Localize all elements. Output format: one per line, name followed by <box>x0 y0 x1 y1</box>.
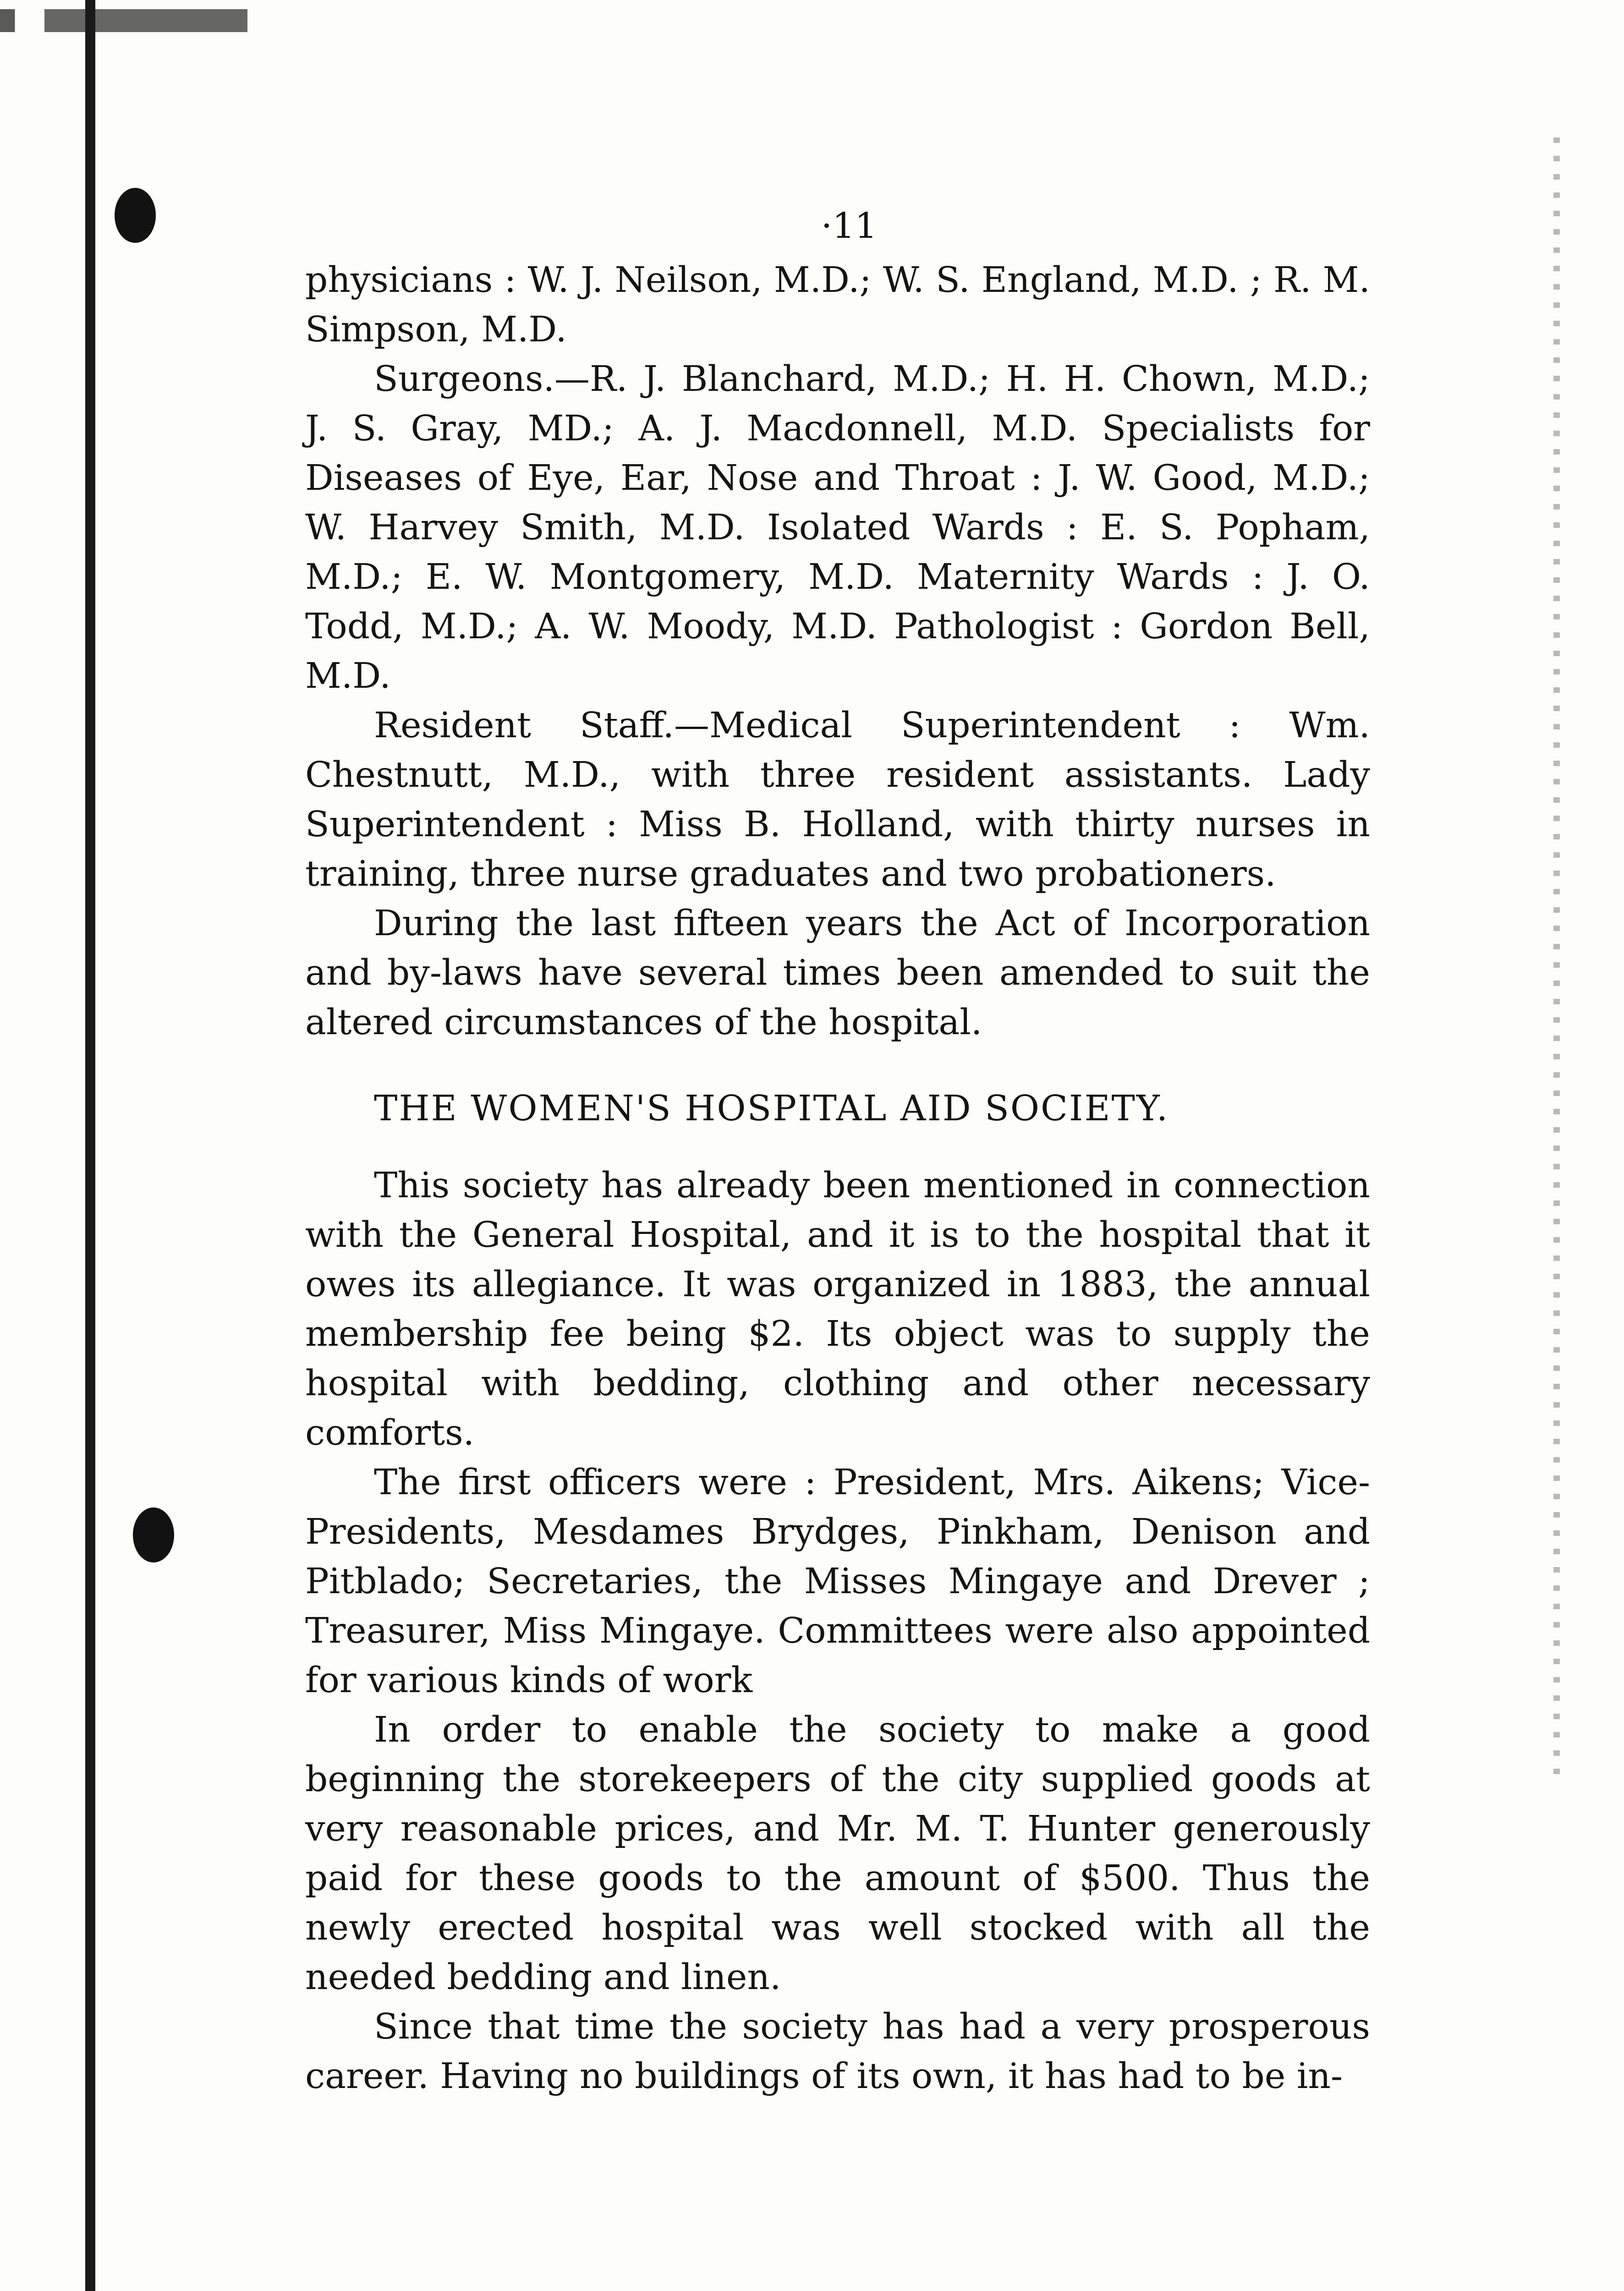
paragraph-first-officers: The first officers were : President, Mrs. Aikens; Vice-Presidents, Mesdames Brydges, Pinkham, Denison and Pitblado; Secretaries, the Misses Mingaye and Drever ; Treasurer, Miss Mingaye. Committees were also appointed for various kinds of work <box>305 1462 1370 1701</box>
right-edge-scan-noise <box>1553 137 1560 1787</box>
paragraph-resident-staff: Resident Staff.—Medical Superintendent : Wm. Chestnutt, M.D., with three resident assistants. Lady Superintendent : Miss B. Holland, with thirty nurses in training, three nurse graduates and two probationers. <box>305 705 1370 894</box>
corner-scan-artifact <box>0 9 247 32</box>
section-heading: THE WOMEN'S HOSPITAL AID SOCIETY. <box>374 1088 1169 1129</box>
page-number: ·11 <box>821 206 878 247</box>
paragraph-storekeepers: In order to enable the society to make a good beginning the storekeepers of the city supplied goods at very reasonable prices, and Mr. M. T. Hunter generously paid for these goods to the amount of $500. Thus the newly erected hospital was well stocked with all the needed bedding and linen. <box>305 1710 1370 1998</box>
punch-hole-top <box>115 188 156 243</box>
page-text-block <box>305 202 1370 2101</box>
punch-hole-bottom <box>133 1507 174 1562</box>
paragraph-prosperous-career: Since that time the society has had a very prosperous career. Having no buildings of its own, it has had to be in- <box>305 2006 1370 2097</box>
paragraph-surgeons: Surgeons.—R. J. Blanchard, M.D.; H. H. Chown, M.D.; J. S. Gray, MD.; A. J. Macdonnell, M.D. Specialists for Diseases of Eye, Ear, Nose and Throat : J. W. Good, M.D.; W. Harvey Smith, M.D. Isolated Wards : E. S. Popham, M.D.; E. W. Montgomery, M.D. Maternity Wards : J. O. Todd, M.D.; A. W. Moody, M.D. Pathologist : Gordon Bell, M.D. <box>305 359 1370 696</box>
paragraph-act-of-incorporation: During the last fifteen years the Act of Incorporation and by-laws have several times been amended to suit the altered circumstances of the hospital. <box>305 903 1370 1043</box>
paragraph-physicians: physicians : W. J. Neilson, M.D.; W. S. England, M.D. ; R. M. Simpson, M.D. <box>305 260 1370 350</box>
paragraph-society-intro: This society has already been mentioned in connection with the General Hospital, and it is to the hospital that it owes its allegiance. It was organized in 1883, the annual membership fee being $2. Its object was to supply the hospital with bedding, clothing and other necessary comforts. <box>305 1165 1370 1453</box>
binding-edge-line <box>85 0 95 2291</box>
